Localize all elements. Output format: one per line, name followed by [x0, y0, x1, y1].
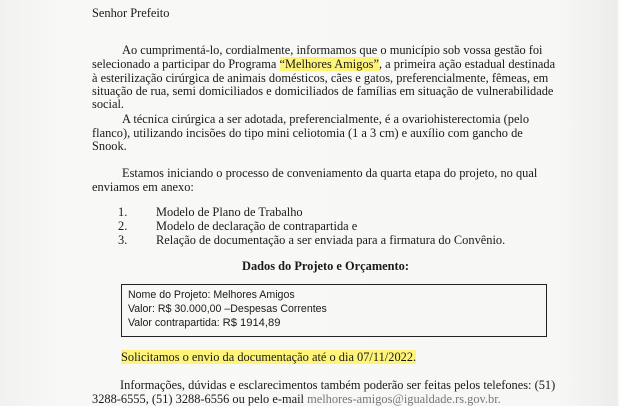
email-link[interactable]: melhores-amigos@igualdade.rs.gov.br.	[307, 392, 501, 406]
list-item: 3. Relação de documentação a ser enviada para a firmatura do Convênio.	[118, 233, 506, 247]
request-deadline-line: Solicitamos o envio da documentação até o dia 07/11/2022.	[121, 350, 417, 364]
paragraph-1-line-2: selecionado a participar do Programa “Melhores Amigos”, a primeira ação estadual destinada	[92, 57, 556, 71]
list-item: 1. Modelo de Plano de Trabalho	[118, 205, 303, 219]
section-title: Dados do Projeto e Orçamento:	[242, 259, 410, 273]
project-name-line: Nome do Projeto: Melhores Amigos	[128, 289, 295, 301]
info-line-2: 3288-6555, (51) 3288-6556 ou pelo e-mail melhores-amigos@igualdade.rs.gov.br.	[92, 392, 501, 406]
paragraph-2-line-2: flanco), utilizando incisões do tipo mini celiotomia (1 a 3 cm) e auxílio com gancho de	[92, 126, 523, 140]
program-name-highlight: “Melhores Amigos”	[279, 57, 379, 71]
scan-edge-shadow	[616, 0, 620, 406]
project-data-box	[121, 284, 547, 337]
paragraph-3-line-2: enviamos em anexo:	[92, 180, 194, 194]
paragraph-2-line-3: Snook.	[92, 139, 127, 153]
paragraph-2-line-1: A técnica cirúrgica a ser adotada, preferencialmente, é a ovariohisterectomia (pelo	[122, 112, 530, 126]
project-counterpart-line: Valor contrapartida: R$ 1914,89	[128, 317, 281, 329]
salutation: Senhor Prefeito	[92, 6, 170, 20]
paragraph-1-line-1: Ao cumprimentá-lo, cordialmente, informamos que o município sob vossa gestão foi	[122, 43, 543, 57]
list-item: 2. Modelo de declaração de contrapartida e	[118, 219, 358, 233]
paragraph-3-line-1: Estamos iniciando o processo de conveniamento da quarta etapa do projeto, no qual	[122, 166, 538, 180]
info-line-1: Informações, dúvidas e esclarecimentos também poderão ser feitas pelos telefones: (51)	[120, 378, 556, 392]
paragraph-1-line-5: social.	[92, 97, 124, 111]
project-value-line: Valor: R$ 30.000,00 –Despesas Correntes	[128, 303, 327, 315]
paragraph-1-line-4: situação de rua, semi domiciliados e domiciliados de famílias em situação de vulnerabilidade	[92, 84, 554, 98]
paragraph-1-line-3: à esterilização cirúrgica de animais domésticos, cães e gatos, preferencialmente, fêmeas, em	[92, 71, 549, 85]
